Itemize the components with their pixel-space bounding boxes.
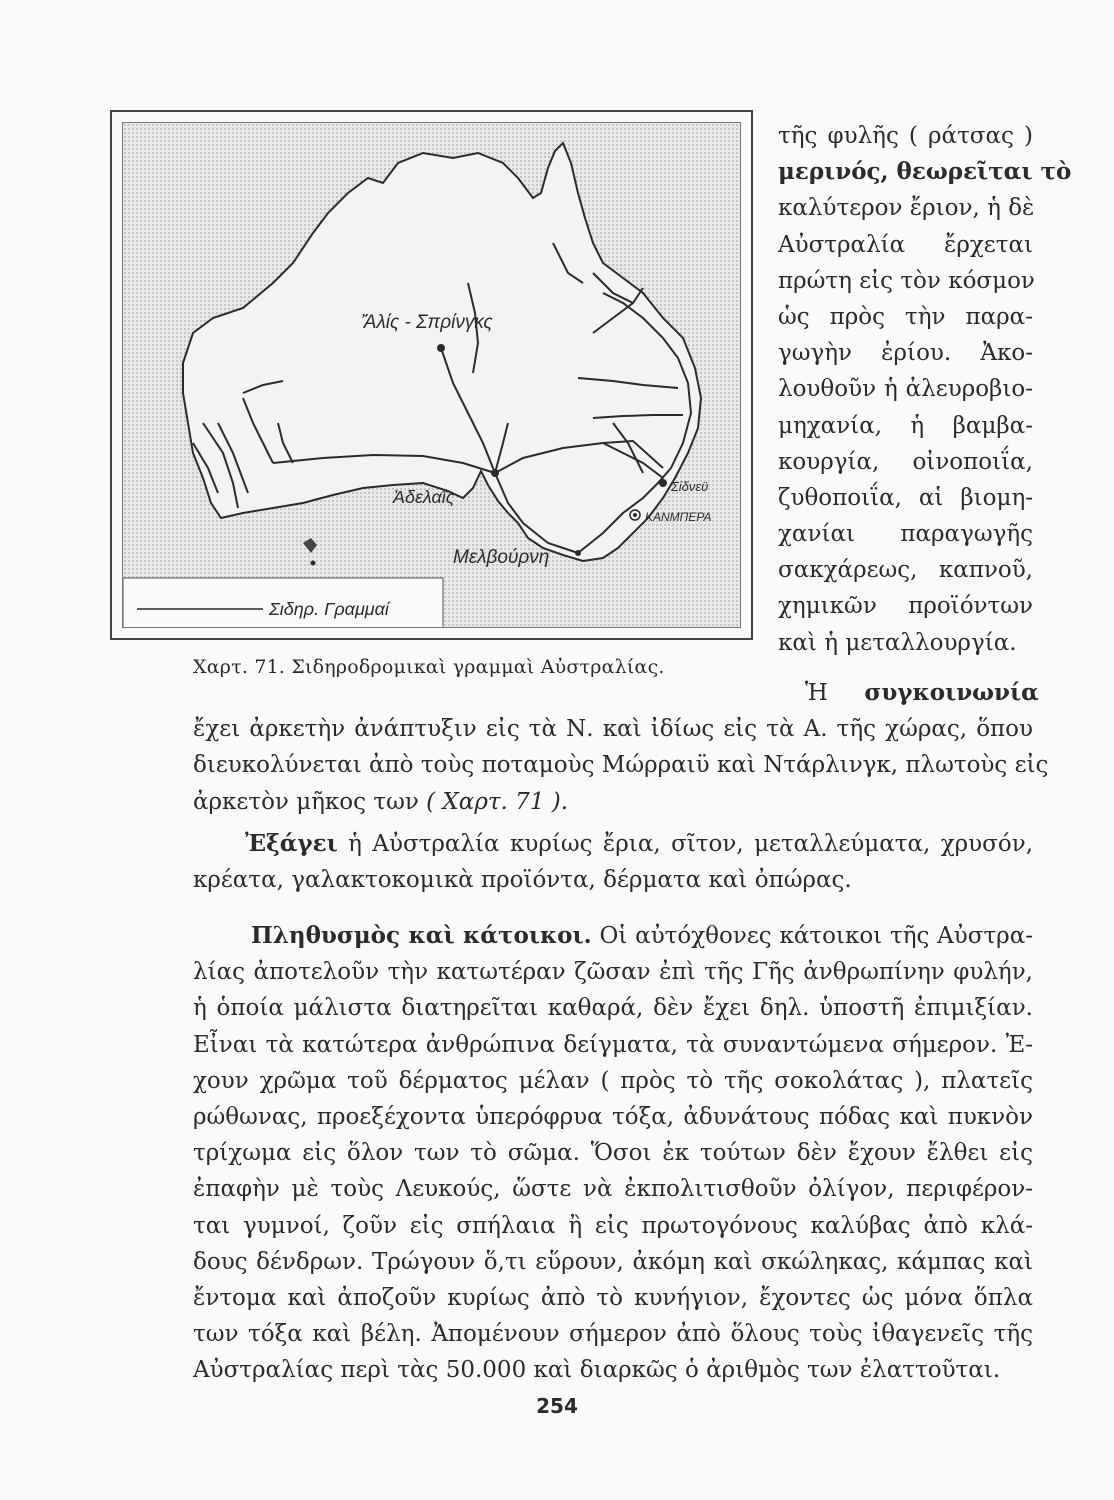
legend-label: Σιδηρ. Γραμμαί: [269, 599, 389, 619]
australia-railway-map: [122, 122, 741, 628]
population-line-3: Εἶναι τὰ κατώτερα ἀνθρώπινα δείγματα, τὰ συναντώμενα σήμερον. Ἐ-: [193, 1031, 1033, 1058]
side-line-6: ὡς πρὸς τὴν παρα-: [778, 303, 1033, 330]
population-line-11: των τόξα καὶ βέλη. Ἀπομένουν σήμερον ἀπὸ ὅλους τοὺς ἰθαγενεῖς τῆς: [193, 1321, 1033, 1348]
communication-paragraph: [193, 675, 1049, 820]
population-line-5: ρώθωνας, προεξέχοντα ὑπερόφρυα τόξα, ἀδυνάτους πόδας καὶ πυκνὸν: [193, 1103, 1033, 1130]
side-line-3: καλύτερον ἔριον, ἡ δὲ: [778, 195, 1035, 222]
communication-line-1: ἔχει ἀρκετὴν ἀνάπτυξιν εἰς τὰ Ν. καὶ ἰδίως εἰς τὰ Α. τῆς χώρας, ὅπου: [193, 716, 1033, 743]
adelaide-label: Ἀδελαΐς: [393, 487, 455, 507]
page-number: 254: [536, 1394, 578, 1418]
alice-springs-marker: [437, 344, 445, 352]
communication-line-3: ἀρκετὸν μῆκος των ( Χαρτ. 71 ).: [193, 788, 569, 815]
side-line-10: κουργία, οἰνοποιΐα,: [778, 448, 1033, 475]
side-line-15: καὶ ἡ μεταλλουργία.: [778, 629, 1017, 656]
sydney-label: Σίδνεϋ: [671, 479, 709, 494]
canberra-marker-dot: [633, 513, 637, 517]
communication-keyword: συγκοινωνία: [864, 679, 1039, 706]
population-paragraph: [193, 918, 1033, 1388]
side-line-7: γωγὴν ἐρίου. Ἀκο-: [778, 340, 1033, 367]
communication-heading-line: Ἡ συγκοινωνία: [805, 679, 1039, 706]
melbourne-marker: [575, 550, 581, 556]
side-line-12: χανίαι παραγωγῆς: [778, 521, 1033, 548]
map-legend: [123, 578, 443, 628]
canberra-label: ΚΑΝΜΠΕΡΑ: [645, 510, 712, 524]
population-line-12: Αὐστραλίας περὶ τὰς 50.000 καὶ διαρκῶς ὁ ἀριθμὸς των ἐλαττοῦται.: [193, 1357, 1001, 1384]
population-line-6: τρίχωμα εἰς ὅλον των τὸ σῶμα. Ὅσοι ἐκ τούτων δὲν ἔχουν ἔλθει εἰς: [193, 1140, 1033, 1167]
exports-keyword: Ἐξάγει: [245, 830, 338, 857]
map-reference: ( Χαρτ. 71 ).: [426, 788, 569, 815]
exports-line-1: Ἐξάγει ἡ Αὐστραλία κυρίως ἔρια, σῖτον, μεταλλεύματα, χρυσόν,: [245, 830, 1034, 857]
side-line-14: χημικῶν προϊόντων: [778, 593, 1033, 620]
side-line-2: μερινός, θεωρεῖται τὸ: [778, 158, 1072, 186]
population-line-9: δους δένδρων. Τρώγουν ὅ,τι εὕρουν, ἀκόμη καὶ σκώληκας, κάμπας καὶ: [193, 1248, 1033, 1275]
exports-paragraph: [193, 826, 1033, 898]
population-line-4: χουν χρῶμα τοῦ δέρματος μέλαν ( πρὸς τὸ τῆς σοκολάτας ), πλατεῖς: [193, 1067, 1033, 1094]
adelaide-marker: [491, 469, 499, 477]
population-line-2: ἡ ὁποία μάλιστα διατηρεῖται καθαρά, δὲν ἔχει δηλ. ὑποστῆ ἐπιμιξίαν.: [193, 995, 1033, 1022]
population-line-1: λίας ἀποτελοῦν τὴν κατωτέραν ζῶσαν ἐπὶ τῆς Γῆς ἀνθρωπίνην φυλήν,: [193, 959, 1033, 986]
exports-line-2: κρέατα, γαλακτοκομικὰ προϊόντα, δέρματα καὶ ὀπώρας.: [193, 867, 852, 894]
map-figure: [110, 110, 753, 640]
side-line-9: μηχανία, ἡ βαμβα-: [778, 412, 1033, 439]
sydney-marker: [659, 479, 667, 487]
communication-line-2: διευκολύνεται ἀπὸ τοὺς ποταμοὺς Μώρραιϋ καὶ Ντάρλινγκ, πλωτοὺς εἰς: [193, 752, 1049, 779]
map-drawing: [123, 123, 741, 628]
tasmania-island: [303, 538, 317, 553]
side-line-1: τῆς φυλῆς ( ράτσας ): [778, 123, 1033, 149]
side-line-5: πρώτη εἰς τὸν κόσμον: [778, 267, 1035, 294]
population-line-7: ἐπαφὴν μὲ τοὺς Λευκούς, ὥστε νὰ ἐκπολιτισθοῦν ὀλίγον, περιφέρον-: [193, 1176, 1033, 1203]
alice-springs-label: Ἄλίς - Σπρίνγκς: [361, 312, 493, 333]
side-line-13: σακχάρεως, καπνοῦ,: [778, 557, 1033, 584]
population-heading: Πληθυσμὸς καὶ κάτοικοι.: [251, 922, 592, 949]
side-line-4: Αὐστραλία ἔρχεται: [778, 231, 1033, 258]
population-line-0: Πληθυσμὸς καὶ κάτοικοι. Οἱ αὐτόχθονες κάτοικοι τῆς Αὐστρα-: [251, 922, 1034, 949]
side-line-11: ζυθοποιΐα, αἱ βιομη-: [778, 484, 1033, 511]
side-column-text: [778, 118, 1072, 661]
melbourne-label: Μελβούρνη: [453, 547, 550, 568]
population-line-10: ἔντομα καὶ ἀποζοῦν κυρίως ἀπὸ τὸ κυνήγιον, ἔχοντες ὡς μόνα ὅπλα: [193, 1284, 1033, 1311]
tasmania-marker: [311, 561, 316, 566]
population-line-8: ται γυμνοί, ζοῦν εἰς σπήλαια ἢ εἰς πρωτογόνους καλύβας ἀπὸ κλά-: [193, 1212, 1033, 1239]
side-line-8: λουθοῦν ἡ ἀλευροβιο-: [778, 376, 1033, 403]
map-caption: Χαρτ. 71. Σιδηροδρομικαὶ γραμμαὶ Αὐστραλίας.: [193, 656, 665, 678]
